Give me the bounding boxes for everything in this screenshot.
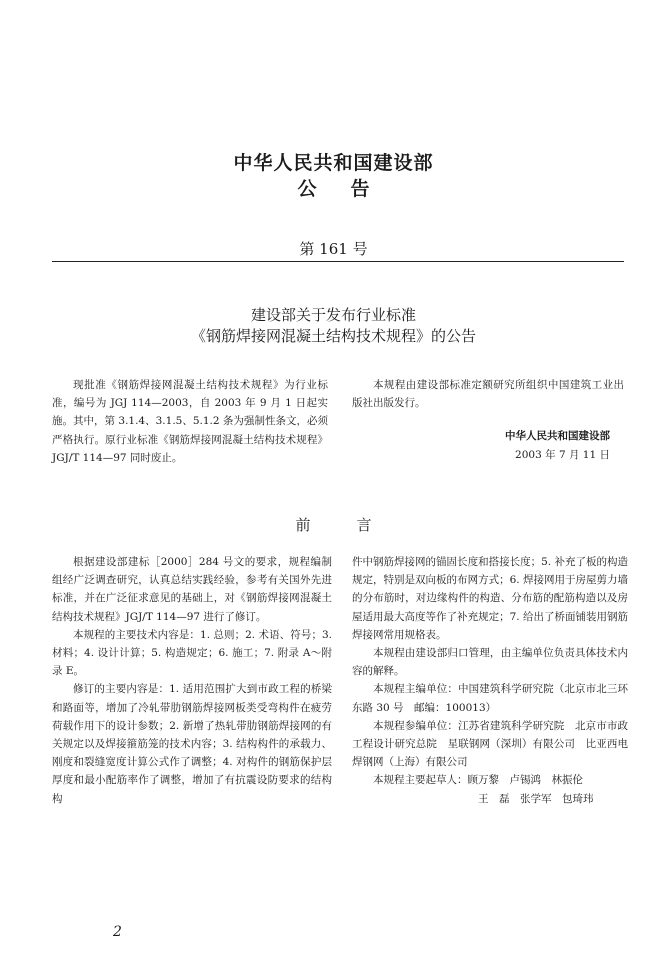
- page-number: 2: [113, 924, 122, 940]
- horizontal-rule: [52, 261, 624, 262]
- announcement-title-line2: 《钢筋焊接网混凝土结构技术规程》的公告: [190, 327, 476, 345]
- preface-paragraph-continuation: 件中钢筋焊接网的锚固长度和搭接长度；5. 补充了板的构造规定，特别是双向板的布网方式；6. 焊接网用于房屋剪力墙的分布筋时，对边缘构件的构造、分布筋的配筋构造以及房屋适用最大高度等作了补充规定；7. 给出了桥面铺装用钢筋焊接网常用规格表。: [352, 556, 628, 641]
- preface-right-column: [352, 553, 628, 808]
- preface-title: 前言: [295, 516, 418, 534]
- preface-left-column: [52, 553, 332, 808]
- announcement-left-column: [52, 376, 328, 467]
- preface-paragraph: 修订的主要内容是：1. 适用范围扩大到市政工程的桥梁和路面等，增加了冷轧带肋钢筋焊接网板类受弯构件在疲劳荷载作用下的设计参数；2. 新增了热轧带肋钢筋焊接网的有关规定以及焊接箍筋笼的技术内容；3. 结构构件的承载力、刚度和裂缝宽度计算公式作了调整；4. 对构件的钢筋保护层厚度和最小配筋率作了调整，增加了有抗震设防要求的结构构: [52, 683, 332, 805]
- header: [0, 150, 667, 202]
- notice-number: 第 161 号: [299, 240, 368, 258]
- signature-organization: 中华人民共和国建设部: [505, 430, 610, 442]
- announcement-right-column: [352, 376, 624, 412]
- preface-paragraph: 本规程由建设部归口管理，由主编单位负责具体技术内容的解释。: [352, 647, 628, 678]
- announcement-paragraph: 现批准《钢筋焊接网混凝土结构技术规程》为行业标准，编号为 JGJ 114—2003，自 2003 年 9 月 1 日起实施。其中，第 3.1.4、3.1.5、5.1.2 条为强制性条文，必须严格执行。原行业标准《钢筋焊接网混凝土结构技术规程》JGJ/T 114—97 同时废止。: [52, 379, 328, 464]
- preface-paragraph: 本规程的主要技术内容是：1. 总则；2. 术语、符号；3. 材料；4. 设计计算；5. 构造规定；6. 施工；7. 附录 A～附录 E。: [52, 628, 332, 678]
- ministry-name: 中华人民共和国建设部: [233, 152, 434, 174]
- announcement-title-line1: 建设部关于发布行业标准: [250, 306, 416, 324]
- preface-paragraph: 本规程主编单位：中国建筑科学研究院（北京市北三环东路 30 号 邮编：100013）: [352, 683, 628, 714]
- preface-paragraph: 本规程参编单位：江苏省建筑科学研究院 北京市市政工程设计研究总院 星联钢网（深圳）有限公司 比亚西电焊钢网（上海）有限公司: [352, 719, 628, 769]
- announcement-publisher-paragraph: 本规程由建设部标准定额研究所组织中国建筑工业出版社出版发行。: [352, 379, 624, 410]
- announcement-title: [0, 305, 667, 347]
- notice-heading: 公告: [297, 178, 404, 200]
- drafters-names-line2: 王 磊 张学军 包琦玮: [478, 792, 594, 805]
- preface-paragraph: 根据建设部建标［2000］284 号文的要求，规程编制组经广泛调查研究，认真总结实践经验，参考有关国外先进标准，并在广泛征求意见的基础上，对《钢筋焊接网混凝土结构技术规程》JGJ/T 114—97 进行了修订。: [52, 556, 332, 623]
- preface-paragraph: 本规程主要起草人：顾万黎 卢锡鸿 林振伦: [373, 774, 583, 787]
- signature-date: 2003 年 7 月 11 日: [515, 449, 610, 461]
